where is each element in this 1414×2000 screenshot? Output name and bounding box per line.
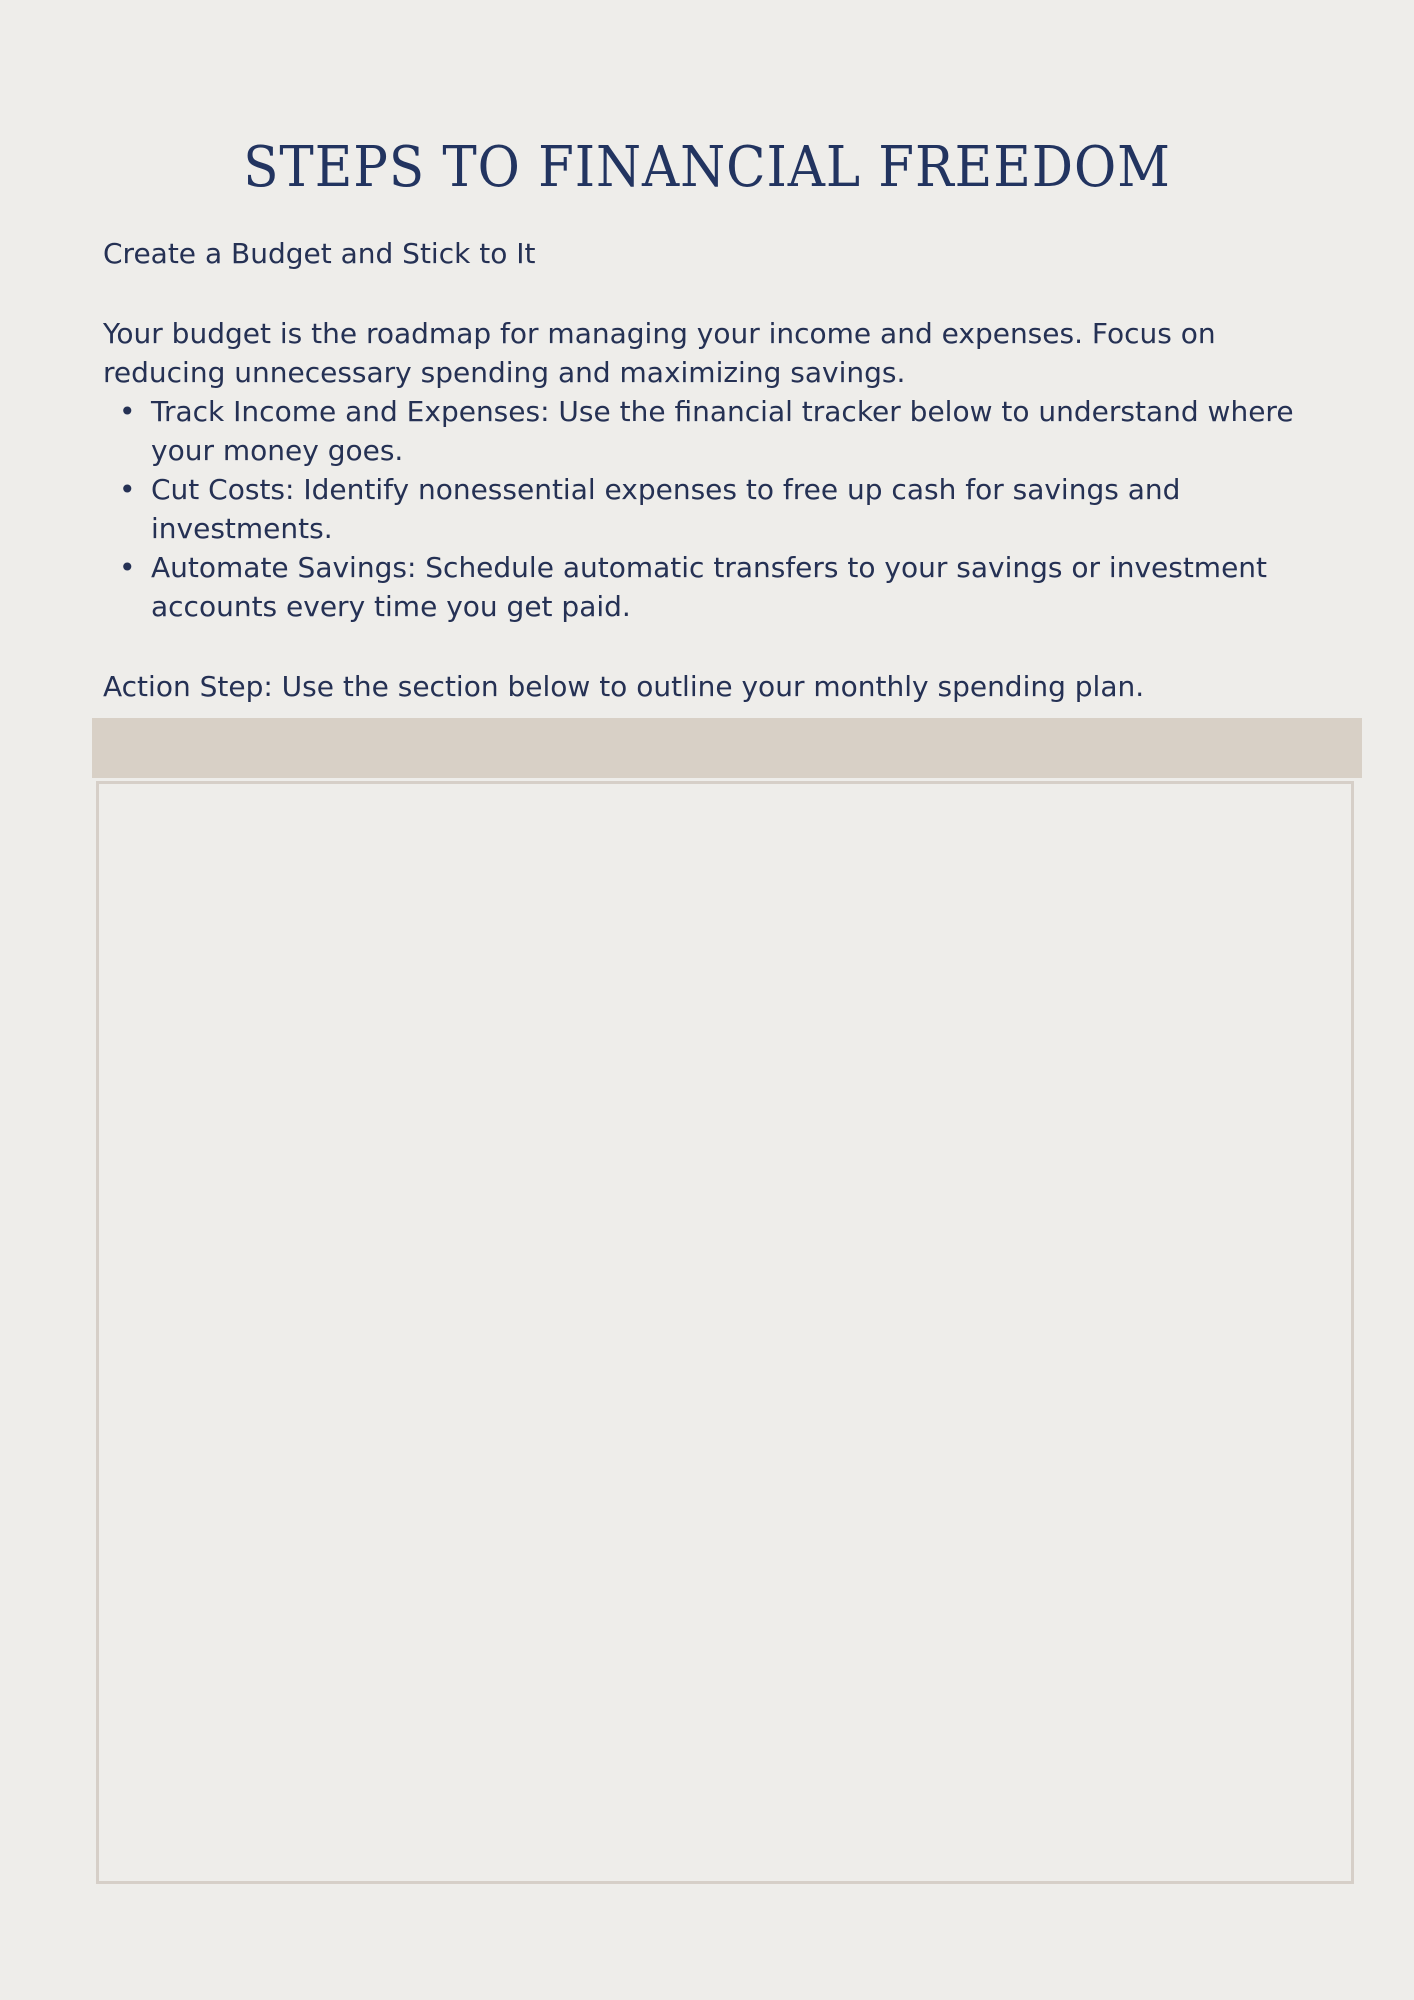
intro-paragraph: Your budget is the roadmap for managing your income and expenses. Focus on reducing unnecessary spending and maximizing savings. [103, 317, 1216, 389]
list-item-text: Cut Costs: Identify nonessential expenses to free up cash for savings and investments. [151, 473, 1181, 545]
list-item [103, 470, 1343, 548]
page-title: STEPS TO FINANCIAL FREEDOM [243, 135, 1171, 200]
bullet-icon: • [119, 551, 136, 584]
plan-header-band [92, 718, 1362, 778]
spending-plan-area[interactable] [96, 781, 1354, 1884]
bullet-icon: • [119, 395, 136, 428]
bullet-icon: • [119, 473, 136, 506]
list-item-text: Track Income and Expenses: Use the financial tracker below to understand where your money goes. [151, 395, 1294, 467]
section-subheading: Create a Budget and Stick to It [103, 237, 536, 270]
list-item [103, 548, 1343, 626]
action-step: Action Step: Use the section below to outline your monthly spending plan. [103, 670, 1145, 703]
list-item [103, 392, 1343, 470]
tips-list [103, 392, 1343, 626]
list-item-text: Automate Savings: Schedule automatic transfers to your savings or investment accounts every time you get paid. [151, 551, 1268, 623]
